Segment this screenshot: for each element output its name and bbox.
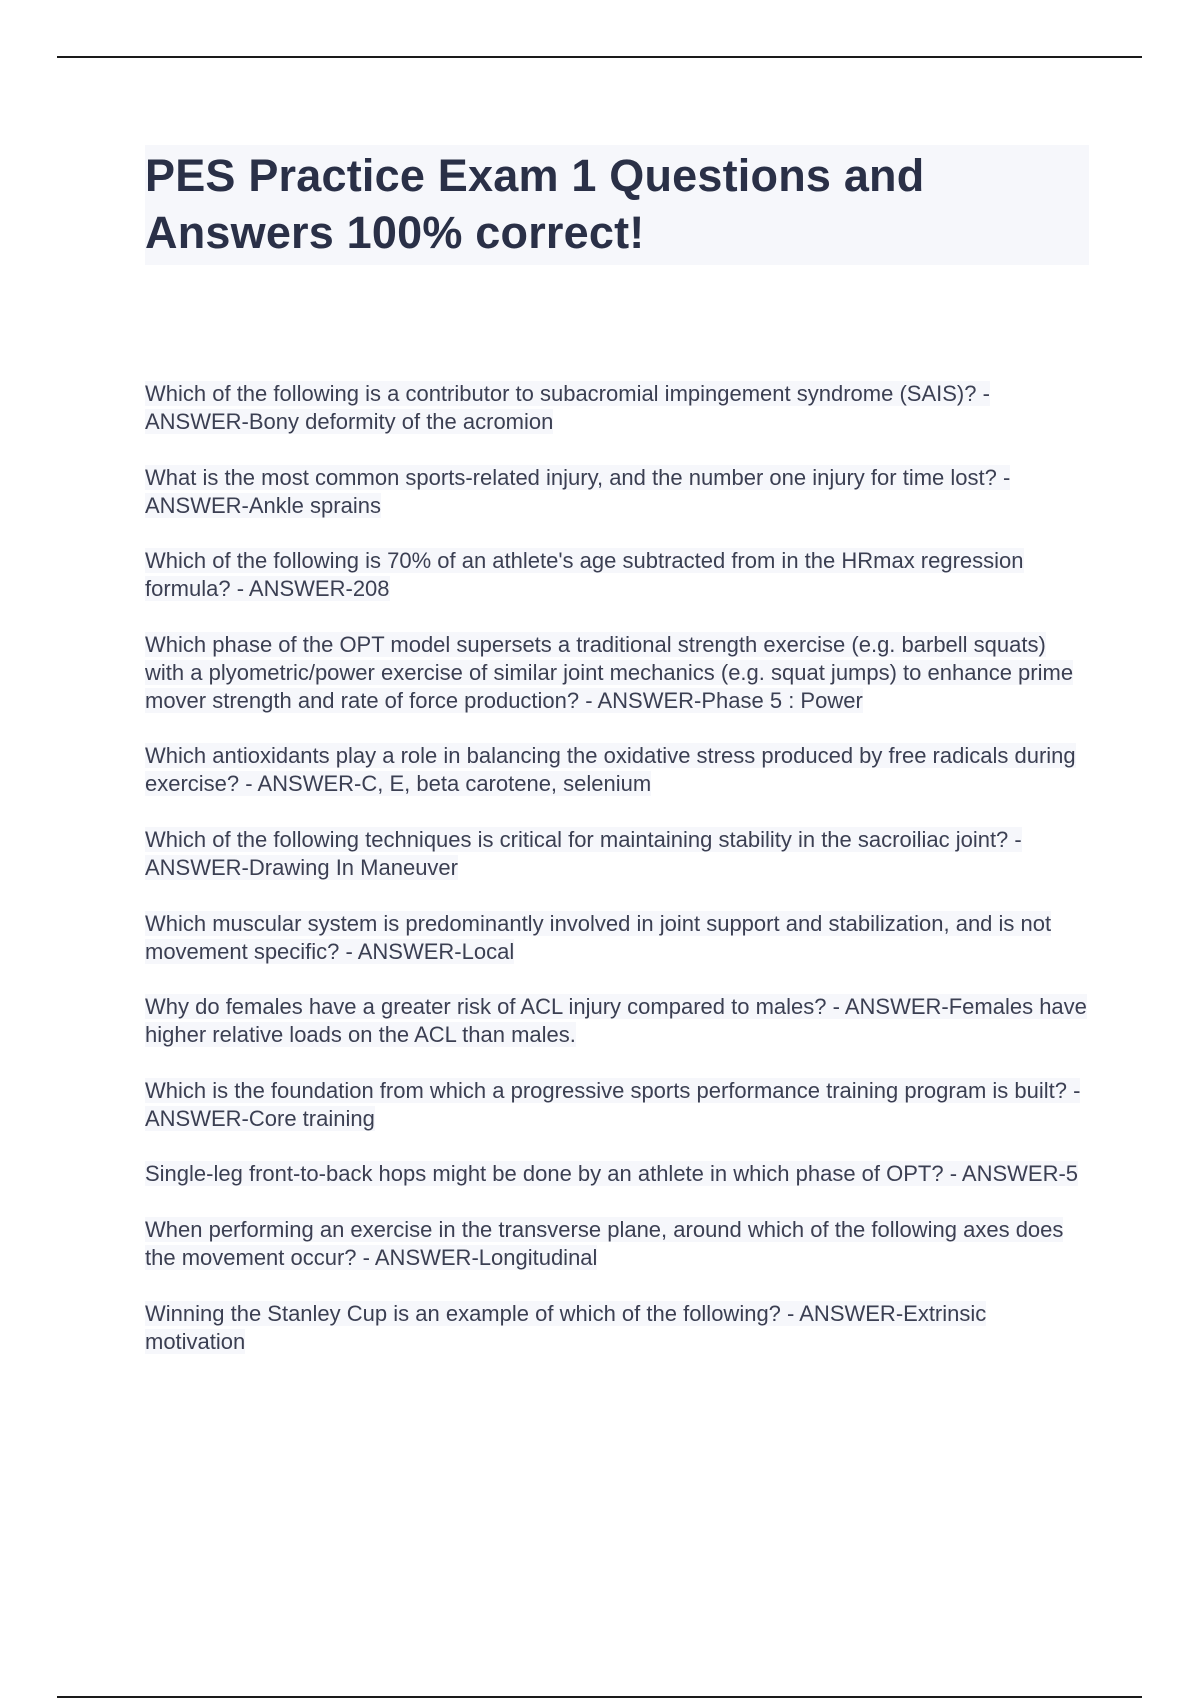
qa-item — [145, 1160, 1089, 1188]
qa-text: Winning the Stanley Cup is an example of which of the following? - ANSWER-Extrinsic motivation — [145, 1300, 987, 1354]
qa-text: Single-leg front-to-back hops might be done by an athlete in which phase of OPT? - ANSWER-5 — [145, 1161, 1079, 1187]
qa-text: Which phase of the OPT model supersets a traditional strength exercise (e.g. barbell squats) with a plyometric/power exercise of similar joint mechanics (e.g. squat jumps) to enhance prime mover strength and rate of force production? - ANSWER-Phase 5 : Power — [145, 631, 1074, 713]
qa-item — [145, 464, 1089, 520]
qa-item — [145, 547, 1089, 603]
qa-item — [145, 631, 1089, 715]
qa-text: Which of the following is a contributor to subacromial impingement syndrome (SAIS)? - ANSWER-Bony deformity of the acromion — [145, 381, 990, 434]
qa-text: Which of the following techniques is critical for maintaining stability in the sacroiliac joint? - ANSWER-Drawing In Maneuver — [145, 826, 1022, 880]
qa-text: When performing an exercise in the transverse plane, around which of the following axes does the movement occur? - ANSWER-Longitudinal — [145, 1216, 1064, 1270]
title-block — [145, 145, 1089, 265]
page-title — [145, 147, 1089, 261]
qa-item — [145, 910, 1089, 966]
qa-item — [145, 1216, 1089, 1272]
title-line-1: PES Practice Exam 1 Questions and — [145, 150, 925, 201]
qa-text: What is the most common sports-related injury, and the number one injury for time lost? - ANSWER-Ankle sprains — [145, 464, 1011, 518]
qa-item — [145, 993, 1089, 1049]
title-line-2: Answers 100% correct! — [145, 207, 645, 258]
top-rule — [57, 56, 1142, 58]
bottom-rule — [57, 1696, 1142, 1698]
qa-text: Which antioxidants play a role in balancing the oxidative stress produced by free radicals during exercise? - ANSWER-C, E, beta carotene, selenium — [145, 743, 1076, 797]
qa-list — [145, 380, 1089, 1356]
qa-text: Which is the foundation from which a progressive sports performance training program is built? - ANSWER-Core training — [145, 1077, 1081, 1131]
qa-text: Which muscular system is predominantly involved in joint support and stabilization, and is not movement specific? - ANSWER-Local — [145, 910, 1052, 964]
qa-item — [145, 1077, 1089, 1133]
qa-item — [145, 742, 1089, 798]
qa-item — [145, 1300, 1089, 1356]
qa-text: Which of the following is 70% of an athlete's age subtracted from in the HRmax regression formula? - ANSWER-208 — [145, 548, 1024, 602]
qa-item — [145, 380, 1089, 436]
document-body — [145, 145, 1089, 1383]
qa-text: Why do females have a greater risk of ACL injury compared to males? - ANSWER-Females have higher relative loads on the ACL than males. — [145, 994, 1087, 1048]
qa-item — [145, 826, 1089, 882]
